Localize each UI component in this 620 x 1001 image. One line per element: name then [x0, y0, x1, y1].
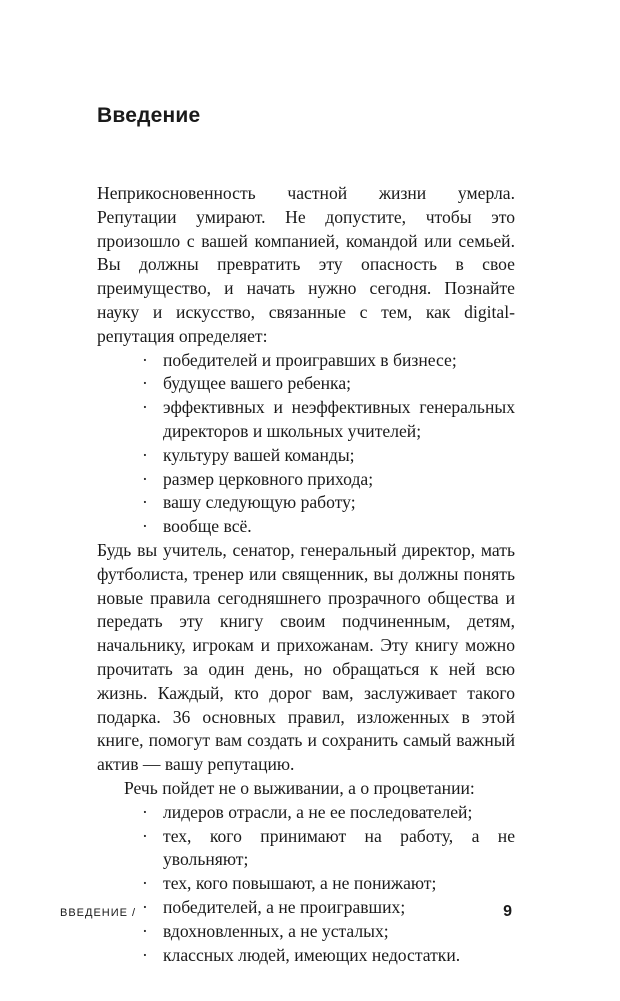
- middle-paragraph: Будь вы учитель, сенатор, генеральный директор, мать футболиста, тренер или священник, вы должны понять новые правила сегодняшнего прозрачного общества и передать эту книгу своим подчиненным, детям, начальнику, игрокам и прихожанам. Эту книгу можно прочитать за один день, но обращаться к ней всю жизнь. Каждый, кто дорог вам, заслуживает такого подарка. 36 основных правил, изложенных в этой книге, помогут вам создать и сохранить самый важный актив — вашу репутацию.: [97, 539, 515, 775]
- list-item: · классных людей, имеющих недостатки.: [142, 944, 515, 968]
- chapter-heading: Введение: [97, 104, 201, 127]
- list-item: · вдохновленных, а не усталых;: [142, 920, 515, 944]
- bullet-icon: ·: [142, 468, 148, 489]
- list-item: · будущее вашего ребенка;: [142, 372, 515, 396]
- bullet-list-2: [97, 801, 515, 968]
- list-item: · культуру вашей команды;: [142, 444, 515, 468]
- body-text: [97, 182, 515, 967]
- list-item: · вашу следующую работу;: [142, 491, 515, 515]
- bullet-icon: ·: [142, 373, 148, 394]
- bullet-icon: ·: [142, 873, 148, 894]
- bullet-icon: ·: [142, 492, 148, 513]
- list-item: · победителей и проигравших в бизнесе;: [142, 349, 515, 373]
- bullet-icon: ·: [142, 516, 148, 537]
- running-footer-section: ВВЕДЕНИЕ /: [60, 907, 137, 919]
- list-item: · вообще всё.: [142, 515, 515, 539]
- intro-paragraph: Неприкосновенность частной жизни умерла. Репутации умирают. Не допустите, чтобы это произошло с вашей компанией, командой или семьей. Вы должны превратить эту опасность в свое преимущество, и начать нужно сегодня. Познайте науку и искусство, связанные с тем, как digital-репутация определяет:: [97, 183, 515, 346]
- bullet-icon: ·: [142, 920, 148, 941]
- bullet-icon: ·: [142, 825, 148, 846]
- list2-intro: Речь пойдет не о выживании, а о процветании:: [124, 777, 475, 798]
- bullet-icon: ·: [142, 349, 148, 370]
- bullet-icon: ·: [142, 801, 148, 822]
- bullet-icon: ·: [142, 444, 148, 465]
- list-item: · тех, кого повышают, а не понижают;: [142, 872, 515, 896]
- list-item: · размер церковного прихода;: [142, 468, 515, 492]
- bullet-icon: ·: [142, 397, 148, 418]
- list-item: · лидеров отрасли, а не ее последователей;: [142, 801, 515, 825]
- bullet-icon: ·: [142, 944, 148, 965]
- list-item: · эффективных и неэффективных генеральных директоров и школьных учителей;: [142, 397, 515, 441]
- page-number: 9: [503, 903, 512, 920]
- bullet-list-1: [97, 349, 515, 539]
- list-item: · тех, кого принимают на работу, а не увольняют;: [142, 825, 515, 870]
- bullet-icon: ·: [142, 896, 148, 917]
- list-item: · победителей, а не проигравших;: [142, 896, 515, 920]
